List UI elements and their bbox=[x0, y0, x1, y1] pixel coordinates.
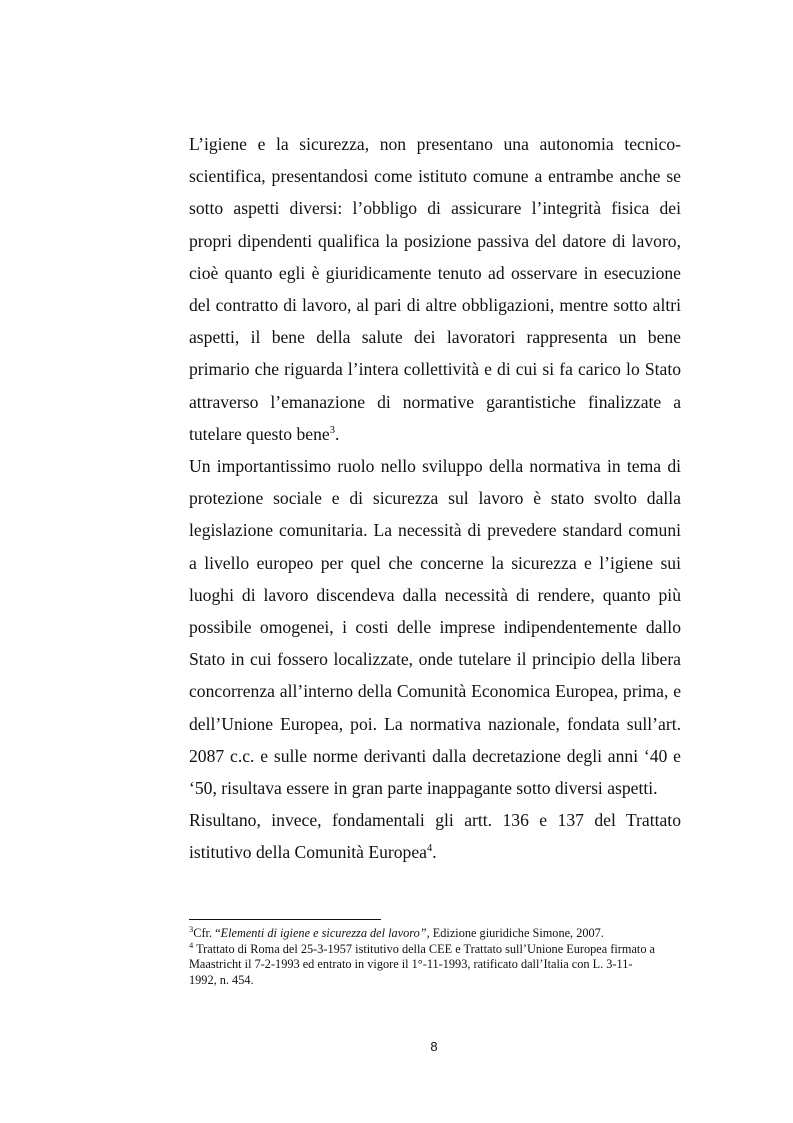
body-text bbox=[189, 128, 681, 869]
footnote-3 bbox=[189, 923, 659, 942]
footnote-reference-4: 4 bbox=[426, 843, 433, 855]
footnote-separator bbox=[189, 919, 381, 920]
paragraph-2-text: Un importantissimo ruolo nello sviluppo della normativa in tema di protezione sociale e di sicurezza sul lavoro è stato svolto dalla legislazione comunitaria. La necessità di prevedere standard comuni a livello europeo per quel che concerne la sicurezza e l’igiene sui luoghi di lavoro discendeva dalla necessità di rendere, quanto più possibile omogenei, i costi delle imprese indipendentemente dallo Stato in cui fossero localizzate, onde tutelare il principio della libera concorrenza all’interno della Comunità Economica Europea, prima, e dell’Unione Europea, poi. La normativa nazionale, fondata sull’art. 2087 c.c. e sulle norme derivanti dalla decretazione degli anni ‘40 e ‘50, risultava essere in gran parte inappagante sotto diversi aspetti. bbox=[189, 456, 681, 799]
paragraph-3 bbox=[189, 804, 681, 868]
paragraph-3-text: Risultano, invece, fondamentali gli artt. 136 e 137 del Trattato istitutivo della Comunità Europea bbox=[189, 810, 681, 863]
footnote-3-rest: , Edizione giuridiche Simone, 2007. bbox=[426, 926, 604, 940]
paragraph-1-end: . bbox=[334, 423, 340, 444]
footnote-mark: 4 bbox=[189, 939, 194, 950]
page-number: 8 bbox=[430, 1039, 438, 1054]
footnote-4-text: Trattato di Roma del 25-3-1957 istitutivo della CEE e Trattato sull’Unione Europea firmato a Maastricht il 7-2-1993 ed entrato in vigore il 1°-11-1993, ratificato dall’Italia con L. 3-11-1992, n. 454. bbox=[189, 941, 656, 987]
footnote-mark: 3 bbox=[189, 923, 194, 934]
paragraph-1-text: L’igiene e la sicurezza, non presentano una autonomia tecnico-scientifica, presentandosi come istituto comune a entrambe anche se sotto aspetti diversi: l’obbligo di assicurare l’integrità fisica dei propri dipendenti qualifica la posizione passiva del datore di lavoro, cioè quanto egli è giuridicamente tenuto ad osservare in esecuzione del contratto di lavoro, al pari di altre obbligazioni, mentre sotto altri aspetti, il bene della salute dei lavoratori rappresenta un bene primario che riguarda l’intera collettività e di cui si fa carico lo Stato attraverso l’emanazione di normative garantistiche finalizzate a tutelare questo bene bbox=[189, 134, 681, 444]
paragraph-1 bbox=[189, 128, 681, 450]
footnotes bbox=[189, 923, 659, 988]
footnote-4 bbox=[189, 939, 659, 989]
paragraph-2 bbox=[189, 450, 681, 804]
footnote-3-prefix: Cfr. “ bbox=[193, 926, 221, 940]
footnote-3-title: Elementi di igiene e sicurezza del lavoro” bbox=[220, 926, 427, 940]
footnote-reference-3: 3 bbox=[329, 424, 335, 436]
paragraph-3-end: . bbox=[432, 842, 437, 863]
